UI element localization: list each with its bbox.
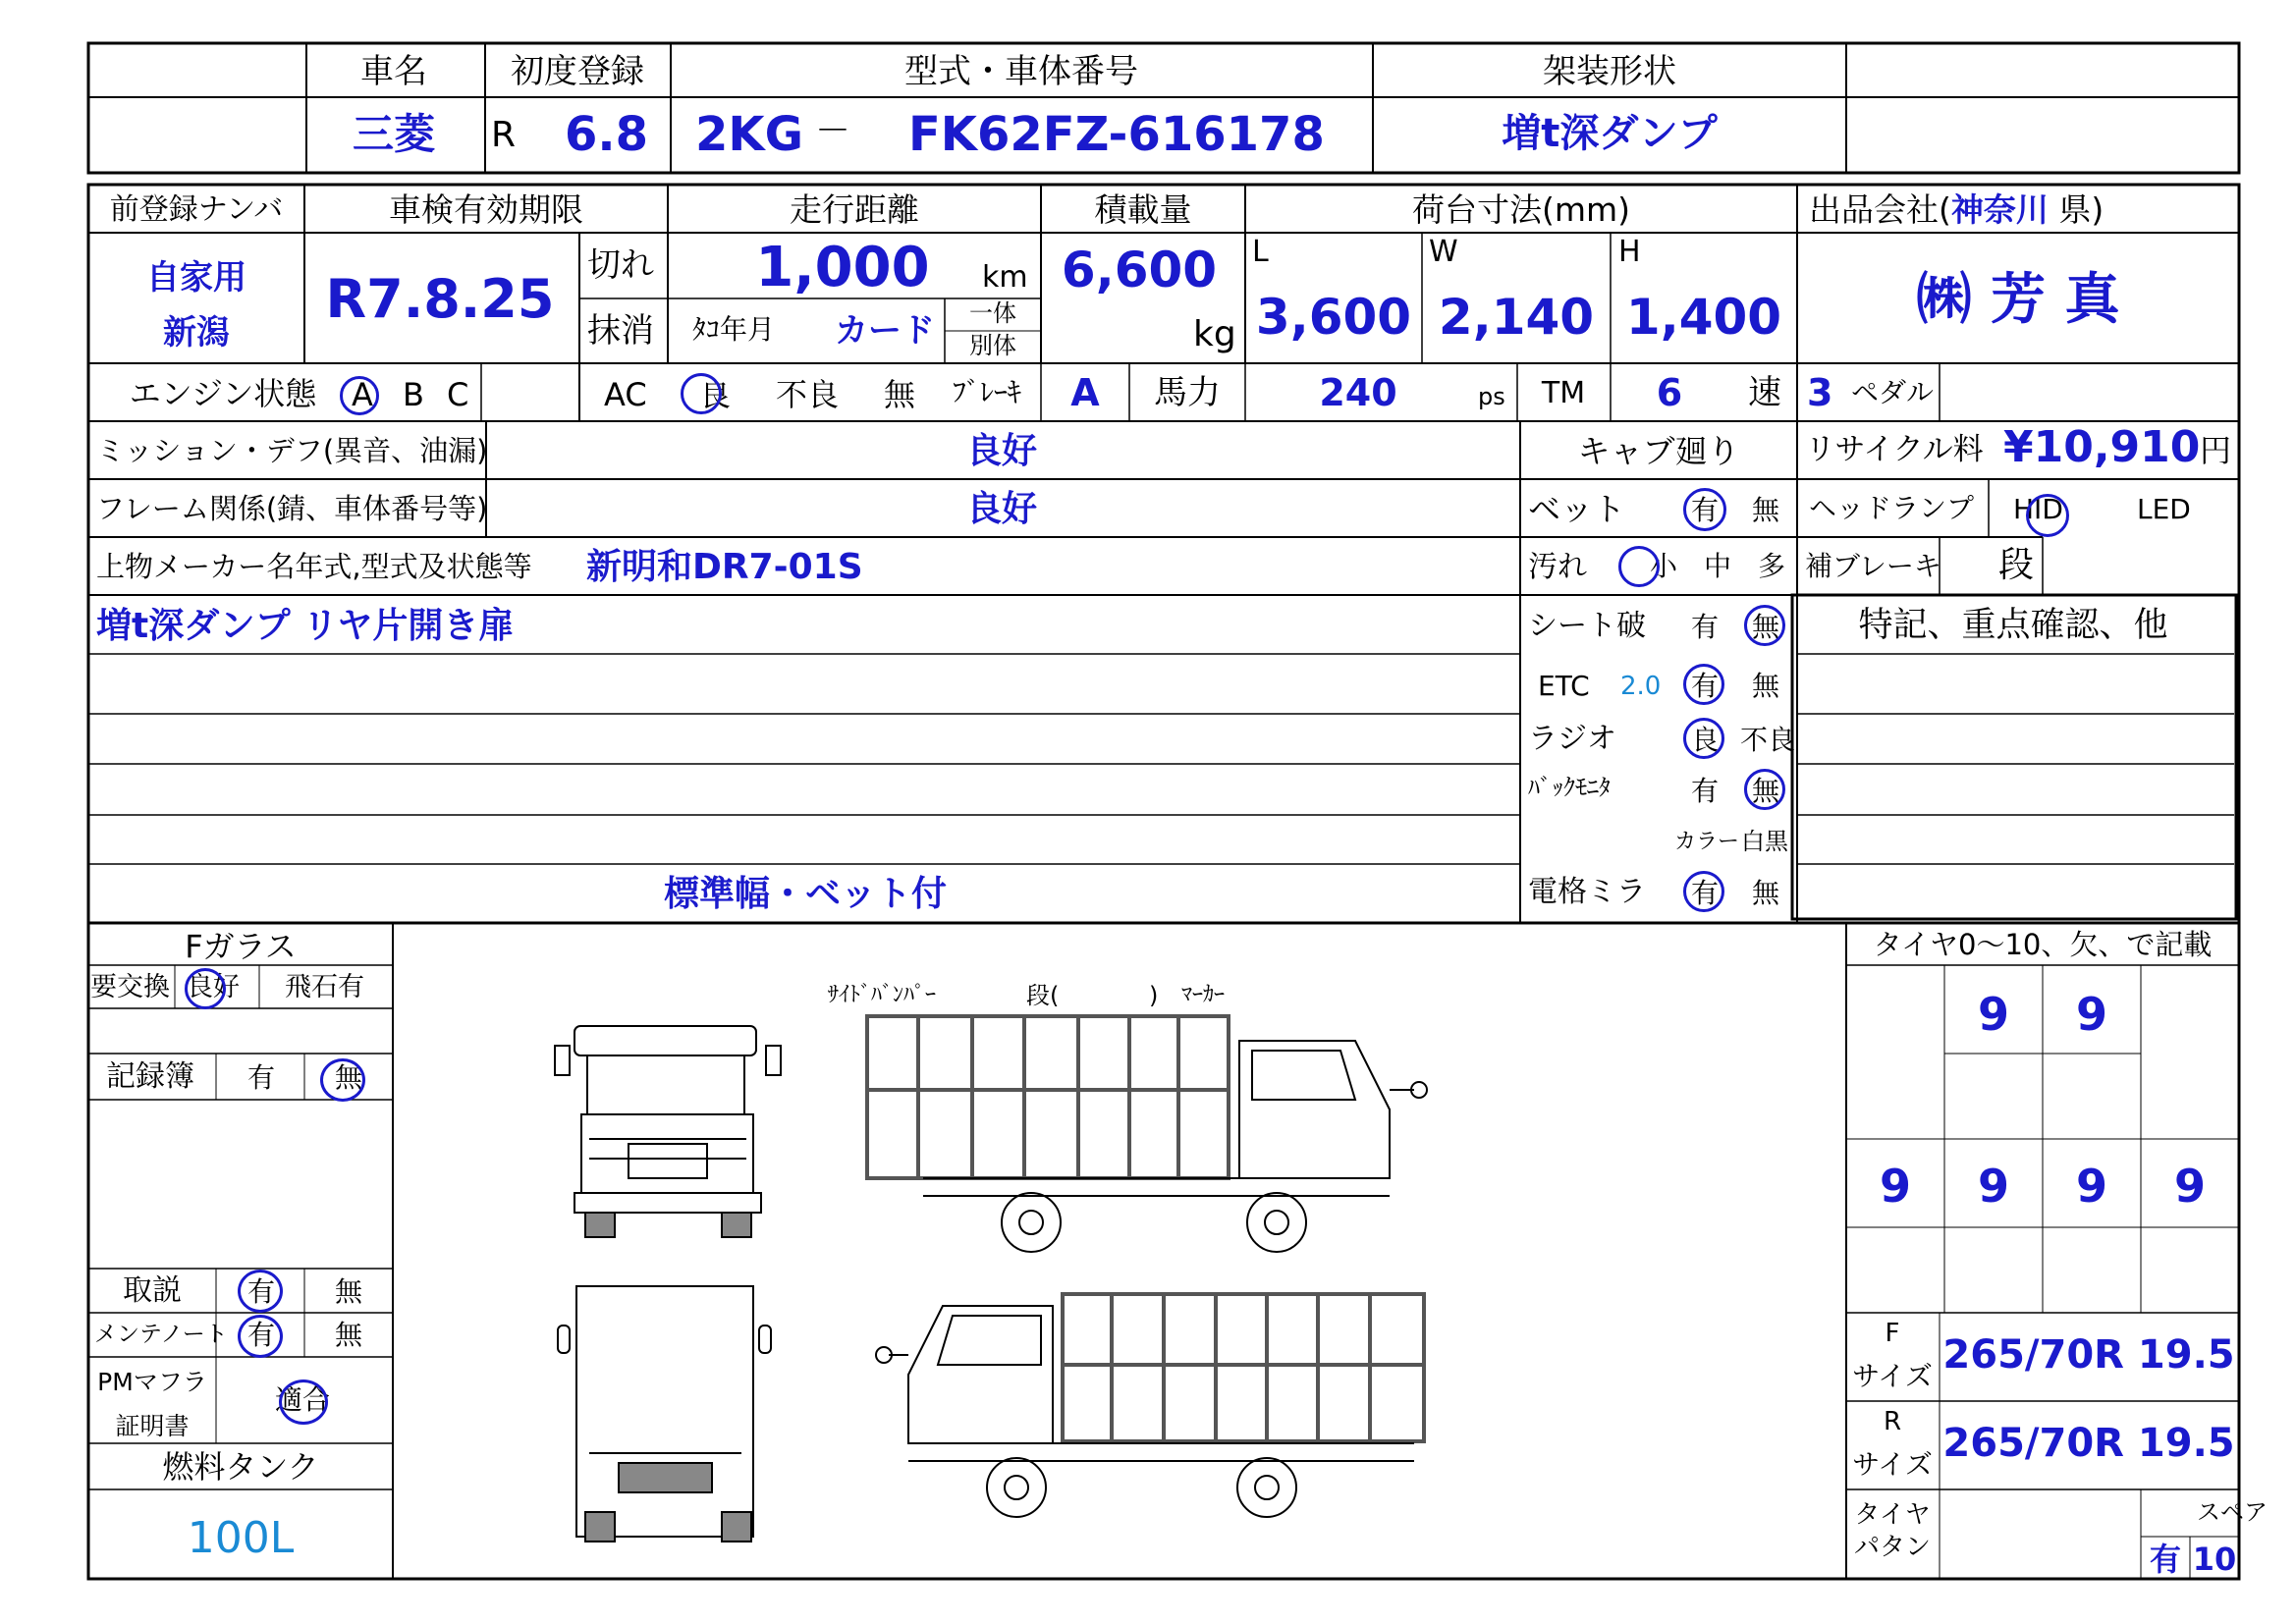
tire-rear-2: 9: [1977, 1160, 2010, 1213]
tire-f-label: F: [1885, 1319, 1900, 1348]
manual-selected-circle: [238, 1270, 283, 1313]
tire-rear-3: 9: [2075, 1160, 2108, 1213]
body-shape: 増t深ダンプ: [1502, 111, 1718, 156]
pedal-label: ペダル: [1851, 376, 1935, 408]
hp-unit: ps: [1478, 383, 1505, 410]
bed-length-label: L: [1252, 235, 1269, 269]
dirt-opt-small: 小: [1650, 550, 1678, 582]
seller-suffix: 県): [2058, 190, 2105, 229]
fuel-value: 100L: [187, 1513, 295, 1563]
mission-value: 良好: [965, 431, 1038, 471]
tm-unit: 速: [1748, 373, 1781, 412]
ac-opt-bad: 不良: [776, 376, 840, 413]
maint-selected-circle: [238, 1315, 283, 1358]
engine-label: エンジン状態: [129, 375, 317, 412]
spare-label: スペア: [2197, 1498, 2268, 1526]
truck-rear-view: [558, 1286, 771, 1542]
seat-opt-no: 無: [1752, 611, 1780, 643]
tacho-label: ﾀｺ年月: [692, 313, 776, 346]
bed-height: 1,400: [1625, 289, 1782, 346]
step-label: 段(: [1026, 982, 1060, 1009]
tire-r-label: R: [1883, 1407, 1902, 1436]
load-label: 積載量: [1094, 190, 1192, 229]
mirror-label: 電格ミラ: [1528, 875, 1646, 909]
truck-side-view-right: [867, 1016, 1229, 1178]
mirror-selected-circle: [1683, 871, 1724, 912]
dirt-label: 汚れ: [1528, 550, 1587, 584]
aux-brake-label: 補ブレーキ: [1805, 550, 1941, 582]
tire-front-right: 9: [2075, 988, 2108, 1041]
plate-use: 自家用: [146, 258, 246, 298]
pm-label-2: 証明書: [115, 1412, 190, 1440]
recycle-label: リサイクル料: [1805, 432, 1984, 467]
etc-opt-yes: 有: [1691, 670, 1720, 702]
bed-label: ベット: [1528, 490, 1625, 528]
mileage-value: 1,000: [755, 236, 930, 299]
manual-label: 取説: [123, 1273, 182, 1308]
etc-opt-no: 無: [1752, 670, 1780, 702]
radio-selected-circle: [1683, 718, 1724, 759]
fglass-label: Fガラス: [185, 928, 297, 965]
fglass-selected-circle: [185, 968, 226, 1009]
tire-pattern-label-2: パタン: [1853, 1533, 1932, 1562]
bed-opt-no: 無: [1752, 494, 1780, 526]
note-line1: 増t深ダンプ リヤ片開き扉: [96, 606, 515, 646]
special-notes-title: 特記、重点確認、他: [1858, 606, 2168, 645]
logbook-selected-circle: [320, 1058, 365, 1102]
tire-front-left: 9: [1977, 988, 2010, 1041]
headlamp-selected-circle: [2026, 494, 2069, 537]
maint-label: メンテノート: [94, 1322, 228, 1347]
pedal-value: 3: [1807, 371, 1833, 414]
first-reg-label: 初度登録: [511, 52, 644, 91]
ittai-label: 一体: [969, 299, 1016, 327]
ac-opt-none: 無: [884, 376, 916, 413]
cab-title: キャブ廻り: [1577, 432, 1740, 470]
fuel-label: 燃料タンク: [162, 1448, 319, 1486]
bed-width: 2,140: [1438, 289, 1595, 346]
tire-f-size: 265/70R 19.5: [1942, 1332, 2235, 1378]
reg-date: 6.8: [565, 107, 649, 162]
radio-label: ラジオ: [1528, 722, 1616, 756]
engine-opt-a: A: [352, 376, 373, 413]
seat-label: シート破: [1528, 609, 1646, 643]
etc-selected-circle: [1683, 664, 1724, 705]
load-value: 6,600: [1061, 242, 1218, 298]
tire-f-size-label: サイズ: [1852, 1360, 1933, 1392]
fglass-opt-good: 良好: [187, 972, 240, 1002]
logbook-opt-no: 無: [335, 1061, 363, 1094]
mirror-opt-no: 無: [1752, 877, 1780, 909]
etc-label: ETC: [1538, 670, 1590, 702]
logbook-opt-yes: 有: [247, 1061, 276, 1094]
car-name-label: 車名: [360, 52, 427, 91]
dirt-opt-mid: 中: [1704, 550, 1732, 582]
reg-era: R: [491, 115, 517, 155]
truck-side-view-left: [1063, 1294, 1424, 1441]
tire-r-size-label: サイズ: [1852, 1448, 1933, 1481]
tire-rear-1: 9: [1879, 1160, 1912, 1213]
inspection-label: 車検有効期限: [389, 190, 583, 229]
ac-label: AC: [604, 376, 647, 413]
logbook-label: 記録簿: [106, 1059, 194, 1094]
radio-opt-good: 良: [1691, 724, 1720, 756]
color-options: 白黒: [1741, 828, 1788, 855]
spare-tire-score: 10: [2192, 1541, 2237, 1578]
pm-value: 適合: [274, 1383, 331, 1416]
recycle-unit: 円: [2200, 432, 2232, 469]
bed-dims-label: 荷台寸法(mm): [1411, 190, 1631, 229]
prev-plate-label: 前登録ナンバ: [109, 192, 284, 227]
ac-opt-good: 良: [699, 376, 732, 413]
tm-value: 6: [1656, 371, 1683, 414]
step-paren-close: ): [1149, 982, 1159, 1009]
mission-label: ミッション・デフ(異音、油漏): [96, 434, 488, 467]
tm-label: TM: [1541, 376, 1586, 410]
chassis-number: FK62FZ-616178: [908, 107, 1325, 162]
backmon-opt-yes: 有: [1691, 775, 1720, 807]
body-shape-label: 架装形状: [1543, 52, 1676, 91]
tire-title: タイヤ0～10、欠、で記載: [1873, 928, 2213, 961]
body-maker-value: 新明和DR7-01S: [586, 547, 863, 587]
inspection-date: R7.8.25: [325, 268, 555, 330]
frame-value: 良好: [965, 489, 1038, 529]
fglass-opt-replace: 要交換: [90, 972, 170, 1002]
marker-label: ﾏｰｶｰ: [1181, 983, 1226, 1007]
seller-label: [1809, 190, 2105, 229]
seat-opt-yes: 有: [1691, 611, 1720, 643]
model-prefix: 2KG: [695, 107, 803, 162]
seller-prefecture: 神奈川: [1950, 190, 2049, 229]
seller-name: ㈱ 芳 真: [1916, 268, 2120, 332]
bed-opt-yes: 有: [1691, 494, 1720, 526]
manual-opt-yes: 有: [247, 1275, 276, 1308]
pm-selected-circle: [279, 1380, 328, 1425]
backmon-label: ﾊﾞｯｸﾓﾆﾀ: [1528, 774, 1611, 801]
engine-selected-circle: [340, 376, 379, 415]
side-bumper-label: ｻｲﾄﾞﾊﾞﾝﾊﾟｰ: [828, 983, 937, 1007]
spare-value: 有: [2149, 1541, 2182, 1578]
fglass-opt-chip: 飛石有: [285, 972, 364, 1002]
maint-opt-no: 無: [335, 1319, 363, 1351]
color-label: カラー: [1674, 830, 1740, 854]
maint-opt-yes: 有: [247, 1319, 276, 1351]
hp-label: 馬力: [1154, 373, 1221, 412]
cancelled-label: 抹消: [587, 311, 654, 351]
mirror-opt-yes: 有: [1691, 877, 1720, 909]
headlamp-label: ヘッドランプ: [1809, 492, 1975, 524]
note-bottom: 標準幅・ベット付: [663, 874, 948, 914]
aux-brake-value: 段: [1997, 545, 2035, 585]
tire-r-size: 265/70R 19.5: [1942, 1421, 2235, 1466]
etc-version: 2.0: [1620, 672, 1662, 701]
expired-label: 切れ: [587, 245, 654, 285]
bed-length: 3,600: [1255, 289, 1412, 346]
load-unit: kg: [1193, 314, 1236, 354]
model-chassis-label: 型式・車体番号: [904, 52, 1138, 91]
tire-rear-4: 9: [2173, 1160, 2207, 1213]
backmon-opt-no: 無: [1752, 775, 1780, 807]
recycle-value: ¥10,910: [2003, 422, 2201, 472]
dirt-opt-many: 多: [1758, 550, 1786, 582]
brake-value: A: [1070, 371, 1100, 414]
body-maker-label: 上物メーカー名年式,型式及状態等: [96, 550, 532, 583]
tire-pattern-label-1: タイヤ: [1854, 1500, 1931, 1530]
car-name: 三菱: [352, 110, 436, 158]
frame-label: フレーム関係(錆、車体番号等): [96, 492, 488, 525]
manual-opt-no: 無: [335, 1275, 363, 1308]
tacho-value: カード: [835, 311, 935, 351]
bed-height-label: H: [1618, 235, 1641, 269]
seat-selected-circle: [1744, 605, 1785, 646]
radio-opt-bad: 不良: [1740, 724, 1796, 756]
plate-region: 新潟: [163, 313, 230, 352]
pm-label-1: PMマフラ: [97, 1368, 207, 1396]
model-dash: －: [815, 111, 851, 151]
backmon-selected-circle: [1744, 769, 1785, 810]
ac-selected-circle: [681, 373, 722, 414]
truck-front-view: [555, 1026, 781, 1237]
hp-value: 240: [1319, 371, 1397, 414]
seller-prefix: 出品会社(: [1809, 190, 1951, 229]
brake-label: ﾌﾞﾚｰｷ: [953, 376, 1022, 408]
bed-selected-circle: [1683, 488, 1726, 531]
headlamp-opt-hid: HID: [2013, 493, 2063, 525]
dirt-selected-circle: [1618, 546, 1660, 587]
betsu-label: 別体: [969, 332, 1016, 359]
engine-opt-b: B: [403, 376, 424, 413]
engine-opt-c: C: [447, 376, 469, 413]
headlamp-opt-led: LED: [2137, 493, 2191, 525]
mileage-unit: km: [982, 260, 1028, 295]
bed-width-label: W: [1429, 235, 1458, 269]
mileage-label: 走行距離: [790, 190, 919, 229]
